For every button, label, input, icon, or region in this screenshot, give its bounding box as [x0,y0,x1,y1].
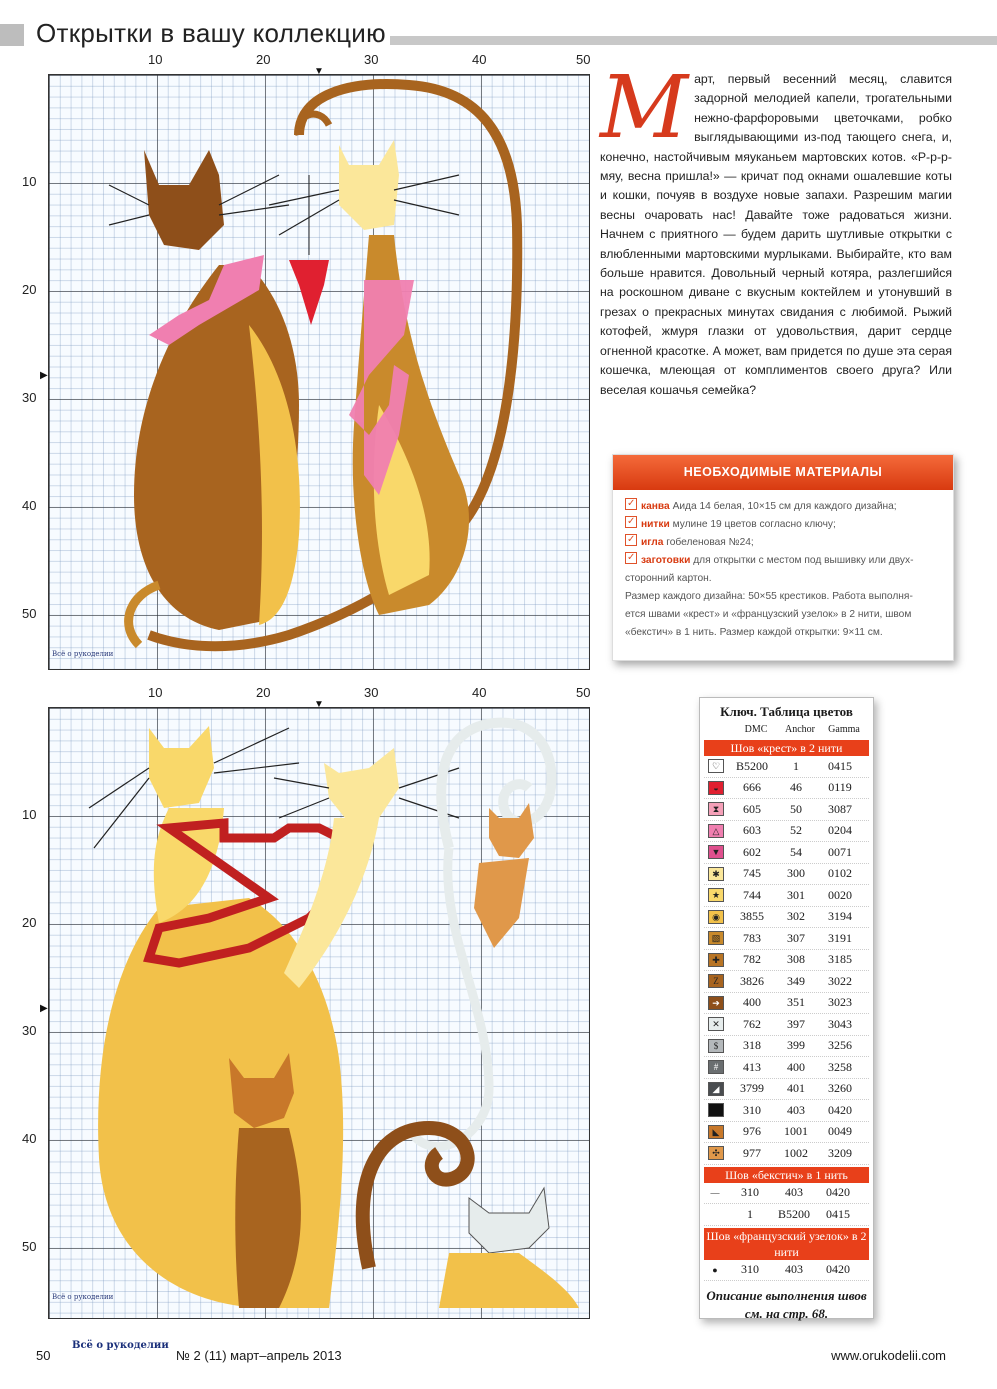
page-title: Открытки в вашу коллекцию [36,18,386,48]
key-row [704,864,869,886]
key-cell-gamma: 0102 [828,866,852,881]
french-knot-dot-icon: ● [712,1264,718,1275]
key-cell-dmc: 666 [743,780,761,795]
axis-top-label: 50 [576,52,591,67]
key-cell-gamma: 3194 [828,909,852,924]
key-cell-dmc: 782 [743,952,761,967]
thread-swatch-icon: ▧ [708,931,724,945]
axis-top-label: 20 [256,52,271,67]
key-cell-gamma: 3185 [828,952,852,967]
materials-note: сторонний картон. [625,573,712,584]
key-cell-anchor: 1 [793,758,799,773]
key-row [704,993,869,1015]
key-cell-dmc: B5200 [735,758,768,773]
key-cell-gamma: 3043 [828,1016,852,1031]
thread-swatch-icon: ✚ [708,953,724,967]
materials-title: НЕОБХОДИМЫЕ МАТЕРИАЛЫ [613,455,953,490]
key-cell-gamma: 3260 [828,1081,852,1096]
key-row: ● 310 403 0420 [704,1260,869,1282]
materials-note: ется швами «крест» и «французский узелок» в 2 нити, швом [625,609,912,620]
axis-left-label: 50 [22,606,37,621]
key-cell-gamma: 3023 [828,995,852,1010]
key-cell-gamma: 0071 [828,844,852,859]
key-cell-dmc: 976 [743,1124,761,1139]
materials-list [613,490,953,642]
key-cell-dmc: 744 [743,887,761,902]
thread-swatch-icon: ◒ [708,781,724,795]
axis-left-label: 40 [22,1131,37,1146]
thread-swatch-icon: ✕ [708,1017,724,1031]
axis-top-label: 20 [256,685,271,700]
key-cell-gamma: 3209 [828,1145,852,1160]
key-cell-anchor: 403 [787,1102,805,1117]
key-section-french-knot: Шов «французский узелок» в 2 нити [704,1228,869,1260]
thread-swatch-icon: ◉ [708,910,724,924]
key-cell-anchor: 349 [787,973,805,988]
materials-item: ✓игла гобеленовая №24; [625,534,943,552]
thread-swatch-icon: ▼ [708,845,724,859]
key-cell-anchor: 1002 [784,1145,808,1160]
key-cell-anchor: 351 [787,995,805,1010]
key-rows [700,756,873,1165]
key-cell-gamma: 0020 [828,887,852,902]
center-marker-left-icon: ▶ [40,1003,48,1014]
thread-swatch-icon: ♡ [708,759,724,773]
key-cell-dmc: 3855 [740,909,764,924]
key-title: Ключ. Таблица цветов [720,704,853,719]
checkbox-icon [625,552,637,564]
key-row [704,907,869,929]
key-cell-gamma: 0204 [828,823,852,838]
key-cell-anchor: 400 [787,1059,805,1074]
key-row [704,928,869,950]
key-cell-anchor: 50 [790,801,802,816]
center-marker-top-icon: ▼ [314,699,324,710]
key-cell-dmc: 762 [743,1016,761,1031]
key-cell-dmc: 745 [743,866,761,881]
key-cell-anchor: 401 [787,1081,805,1096]
page-header [0,18,997,48]
key-cell-anchor: 397 [787,1016,805,1031]
key-cell-anchor: 52 [790,823,802,838]
center-marker-top-icon: ▼ [314,66,324,77]
key-column-headers: DMC Anchor Gamma [744,724,860,735]
key-row [704,778,869,800]
thread-swatch-icon: ✱ [708,867,724,881]
thread-swatch-icon: ◣ [708,1125,724,1139]
axis-top-label: 30 [364,52,379,67]
key-cell-dmc: 783 [743,930,761,945]
axis-top-label: 40 [472,52,487,67]
key-cell-gamma: 3256 [828,1038,852,1053]
key-cell-anchor: 1001 [784,1124,808,1139]
key-cell-anchor: 399 [787,1038,805,1053]
axis-top-label: 10 [148,52,163,67]
axis-top-label: 10 [148,685,163,700]
backstitch-line-icon [708,1208,722,1220]
key-cell-anchor: 300 [787,866,805,881]
axis-left-label: 30 [22,390,37,405]
magazine-logo: Всё о рукоделии [52,1293,114,1301]
key-cell-gamma: 0119 [828,780,852,795]
center-marker-left-icon: ▶ [40,370,48,381]
issue-info: № 2 (11) март–апрель 2013 [176,1348,342,1363]
materials-box [612,454,954,661]
key-row: 1 B5200 0415 [704,1204,869,1226]
key-cell-anchor: 301 [787,887,805,902]
key-cell-gamma: 3258 [828,1059,852,1074]
materials-item: ✓канва Аида 14 белая, 10×15 см для каждого дизайна; [625,498,943,516]
key-row [704,1079,869,1101]
thread-swatch-icon: ⧗ [708,802,724,816]
key-cell-gamma: 3087 [828,801,852,816]
thread-swatch-icon: △ [708,824,724,838]
key-row [704,950,869,972]
key-cell-anchor: 46 [790,780,802,795]
materials-note: «бекстич» в 1 нить. Размер каждой открытки: 9×11 см. [625,627,883,638]
key-cell-dmc: 605 [743,801,761,816]
axis-left-label: 20 [22,915,37,930]
thread-swatch-icon: ★ [708,888,724,902]
magazine-logo: Всё о рукоделии [52,650,114,658]
thread-swatch-icon [708,1103,724,1117]
backstitch-line-icon: — [710,1187,720,1198]
cats-pattern-1 [49,75,589,669]
key-cell-dmc: 413 [743,1059,761,1074]
thread-swatch-icon: ➔ [708,996,724,1010]
key-cell-dmc: 318 [743,1038,761,1053]
header-rule [390,36,997,45]
key-row [704,1100,869,1122]
key-row [704,842,869,864]
axis-left-label: 20 [22,282,37,297]
materials-item: ✓нитки мулине 19 цветов согласно ключу; [625,516,943,534]
key-row [704,1057,869,1079]
header-accent-bar [0,24,24,46]
thread-swatch-icon: Z [708,974,724,988]
key-row [704,1036,869,1058]
key-row [704,1014,869,1036]
key-cell-dmc: 3799 [740,1081,764,1096]
materials-item: ✓заготовки для открытки с местом под вышивку или двух- [625,552,943,570]
checkbox-icon [625,516,637,528]
thread-swatch-icon: ✣ [708,1146,724,1160]
key-cell-gamma: 0049 [828,1124,852,1139]
stitch-grid [48,707,590,1319]
axis-left-label: 50 [22,1239,37,1254]
axis-top-label: 50 [576,685,591,700]
drop-cap: М [600,58,689,158]
key-cell-gamma: 3191 [828,930,852,945]
page-footer [36,1340,946,1366]
checkbox-icon [625,498,637,510]
key-row [704,799,869,821]
key-row [704,821,869,843]
key-row [704,885,869,907]
key-cell-dmc: 3826 [740,973,764,988]
materials-note: Размер каждого дизайна: 50×55 крестиков. Работа выполня- [625,591,913,602]
checkbox-icon [625,534,637,546]
key-cell-anchor: 302 [787,909,805,924]
axis-left-label: 10 [22,807,37,822]
key-cell-anchor: 54 [790,844,802,859]
key-row [704,1122,869,1144]
key-cell-dmc: 310 [743,1102,761,1117]
axis-top-label: 40 [472,685,487,700]
cross-stitch-chart-2 [22,685,591,1317]
axis-left-label: 30 [22,1023,37,1038]
key-section-cross: Шов «крест» в 2 нити [704,740,869,756]
key-cell-anchor: 308 [787,952,805,967]
key-cell-gamma: 3022 [828,973,852,988]
key-row [704,971,869,993]
key-cell-dmc: 603 [743,823,761,838]
intro-article [600,58,952,400]
cats-pattern-2 [49,708,589,1318]
thread-swatch-icon: $ [708,1039,724,1053]
stitch-grid [48,74,590,670]
key-cell-gamma: 0415 [828,758,852,773]
key-row [704,756,869,778]
key-row: — 310 403 0420 [704,1183,869,1205]
thread-swatch-icon: ◢ [708,1082,724,1096]
key-cell-dmc: 602 [743,844,761,859]
key-cell-anchor: 307 [787,930,805,945]
intro-text: арт, первый весенний месяц, славится задорной мелодией капели, трогательными нежно-фарфоровыми цветочками, робко выглядывающими из-под тающего снега, и, конечно, настойчивым мяуканьем мартовских котов. «Р-р-р-мяу, весна пришла!» — кричат под окнами ошалевшие коты и кошки, почуяв в воздухе новые запахи. Разрешим магии весны очаровать нас! Давайте тоже радоваться жизни. Начнем с приятного — будем дарить шутливые открытки с влюбленными мартовскими мурлыками. Выбирайте, кто вам больше нравится. Довольный черный котяра, разлегшийся на роскошном диване с вкусным коктейлем и утонувший в грезах о прекрасных минутах свидания с любимой. Рыжий котофей, жмуря глазки от удовольствия, дарит сердце огненной красотке. А может, вам придется по душе эта серая кошечка, млеющая от комплиментов своего друга? Или веселая кошачья семейка? [600,72,952,397]
key-cell-dmc: 400 [743,995,761,1010]
key-footnote: Описание выполнения швов см. на стр. 68. [706,1288,867,1321]
key-row [704,1143,869,1165]
axis-top-label: 30 [364,685,379,700]
page-number: 50 [36,1348,51,1363]
footer-brand-logo: Всё о рукоделии [72,1340,169,1351]
key-cell-gamma: 0420 [828,1102,852,1117]
color-key-table [699,697,874,1319]
key-section-backstitch: Шов «бекстич» в 1 нить [704,1167,869,1183]
key-cell-dmc: 977 [743,1145,761,1160]
website-url: www.orukodelii.com [831,1348,946,1363]
axis-left-label: 40 [22,498,37,513]
axis-left-label: 10 [22,174,37,189]
cross-stitch-chart-1 [22,52,591,668]
thread-swatch-icon: # [708,1060,724,1074]
